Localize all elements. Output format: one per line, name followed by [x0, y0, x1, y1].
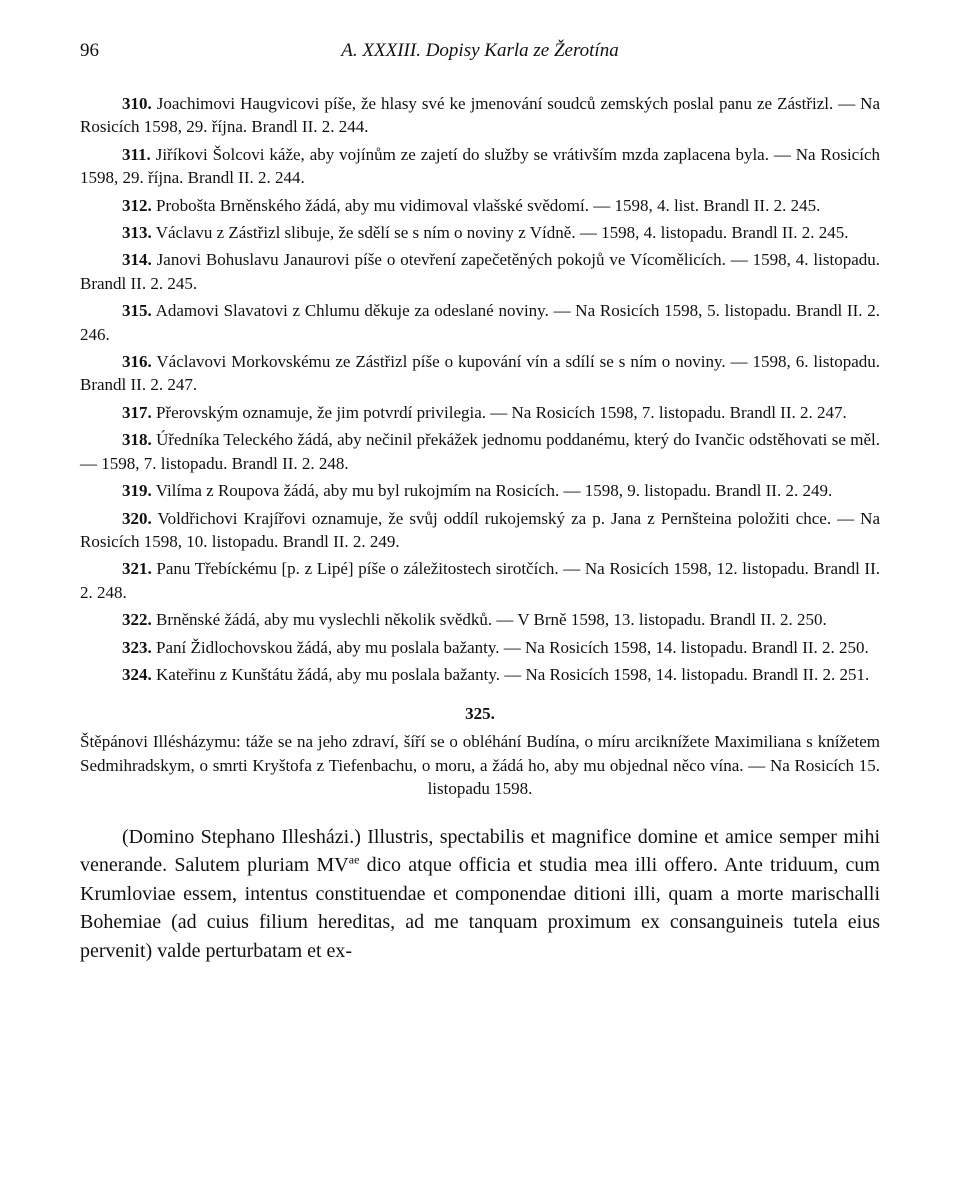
- entry-text: Přerovským oznamuje, že jim potvrdí privilegia. — Na Rosicích 1598, 7. listopadu. Brandl II. 2. 247.: [156, 402, 847, 422]
- entry-number: 313.: [122, 223, 152, 243]
- letter-body-part: (Domino Stephano Illesházi.) Illustris, spectabilis et magnifice domine et amice semper mihi venerande. Salutem pluriam MV: [80, 825, 880, 877]
- entry-text: Václavu z Zástřizl slibuje, že sdělí se s ním o noviny z Vídně. — 1598, 4. listopadu. Brandl II. 2. 245.: [155, 223, 849, 243]
- entry-number: 322.: [122, 610, 152, 630]
- entry-text: Jiříkovi Šolcovi káže, aby vojínům ze zajetí do služby se vrátivším mzda zaplacena byla. — Na Rosicích 1598, 29. října. Brandl II. 2. 244.: [80, 144, 880, 188]
- entry-text: Proboštа Brněnského žádá, aby mu vidimoval vlašské svědomí. — 1598, 4. list. Brandl II. 2. 245.: [156, 195, 821, 215]
- entry-text: Voldřichovi Krajířovi oznamuje, že svůj oddíl rukojemský za p. Jana z Pernšteina položiti chce. — Na Rosicích 1598, 10. listopadu. Brandl II. 2. 249.: [80, 508, 880, 551]
- entry-text: Úředníka Teleckého žádá, aby nečinil překážek jednomu poddanému, který do Ivančic odstěhovati se měl. — 1598, 7. listopadu. Brandl II. 2. 248.: [80, 430, 881, 473]
- list-item: [80, 194, 880, 217]
- list-item: [80, 507, 880, 554]
- list-item: [80, 92, 880, 139]
- entry-number: 316.: [122, 352, 152, 372]
- letter-summaries-list: [80, 92, 880, 686]
- book-page: [80, 36, 880, 985]
- list-item: [80, 350, 880, 397]
- list-item: [80, 557, 880, 604]
- letter-number-heading: 325.: [465, 704, 495, 724]
- list-item: [80, 221, 880, 244]
- entry-text: Paní Židlochovskou žádá, aby mu poslala bažanty. — Na Rosicích 1598, 14. listopadu. Brandl II. 2. 250.: [156, 637, 869, 657]
- entry-number: 311.: [122, 144, 151, 164]
- list-item: [80, 428, 880, 475]
- entry-number: 310.: [122, 94, 152, 113]
- entry-text: Janovi Bohuslavu Janaurovi píše o otevření zapečetěných pokojů ve Vícomělicích. — 1598, 4. listopadu. Brandl II. 2. 245.: [80, 250, 880, 293]
- entry-number: 314.: [122, 250, 152, 270]
- entry-number: 323.: [122, 637, 152, 657]
- list-item: [80, 479, 880, 502]
- entry-number: 315.: [122, 301, 152, 321]
- list-item: [80, 608, 880, 631]
- entry-number: 318.: [122, 430, 152, 450]
- entry-number: 320.: [122, 508, 152, 528]
- entry-text: Joachimovi Haugvicovi píše, že hlasy své ke jmenování soudců zemských poslal panu ze Zástřizl. — Na Rosicích 1598, 29. října. Brandl II. 2. 244.: [80, 94, 881, 137]
- list-item: [80, 401, 880, 424]
- entry-text: Vilíma z Roupova žádá, aby mu byl rukojmím na Rosicích. — 1598, 9. listopadu. Brandl II. 2. 249.: [155, 481, 833, 501]
- entry-text: Brněnské žádá, aby mu vyslechli několik svědků. — V Brně 1598, 13. listopadu. Brandl II. 2. 250.: [156, 610, 827, 630]
- entry-number: 312.: [122, 195, 152, 215]
- entry-number: 317.: [122, 402, 152, 422]
- list-item: [80, 143, 880, 190]
- letter-summary: Štěpánovi Illésházymu: táže se na jeho zdraví, šíří se o obléhání Budína, o míru arciknížete Maximiliana s knížetem Sedmihradskym, o smrti Kryštofa z Tiefenbachu, o moru, a žádá ho, aby mu objednal něco vína. — Na Rosicích 15. listopadu 1598.: [80, 732, 880, 799]
- list-item: [80, 299, 880, 346]
- list-item: [80, 663, 880, 686]
- entry-number: 321.: [122, 559, 152, 579]
- list-item: [80, 636, 880, 659]
- letter-body-part: dico atque officia et studia mea illi offero. Ante triduum, cum Krumloviae essem, intentus constituendae et componendae ditioni illi, quam a morte marischalli Bohemiae (ad cuius filium hereditas, ad me tanquam proximum ex consanguineis tutela eius pervenit) valde perturbatam et ex-: [80, 854, 880, 962]
- entry-number: 324.: [122, 664, 152, 684]
- entry-text: Panu Třebíckému [p. z Lipé] píše o záležitostech sirotčích. — Na Rosicích 1598, 12. listopadu. Brandl II. 2. 248.: [80, 559, 881, 602]
- letter-body-text: [80, 823, 880, 966]
- list-item: [80, 248, 880, 295]
- entry-number: 319.: [122, 481, 152, 501]
- running-title: A. XXXIII. Dopisy Karla ze Žerotína: [341, 40, 619, 61]
- running-header: [80, 36, 880, 66]
- entry-text: Kateřinu z Kunštátu žádá, aby mu poslala bažanty. — Na Rosicích 1598, 14. listopadu. Brandl II. 2. 251.: [156, 664, 870, 684]
- page-number: 96: [80, 40, 99, 61]
- entry-text: Adamovi Slavatovi z Chlumu děkuje za odeslané noviny. — Na Rosicích 1598, 5. listopadu. Brandl II. 2. 246.: [80, 301, 880, 344]
- entry-text: Václavovi Morkovskému ze Zástřizl píše o kupování vín a sdílí se s ním o noviny. — 1598, 6. listopadu. Brandl II. 2. 247.: [80, 352, 880, 395]
- superscript-abbrev: ae: [348, 852, 360, 867]
